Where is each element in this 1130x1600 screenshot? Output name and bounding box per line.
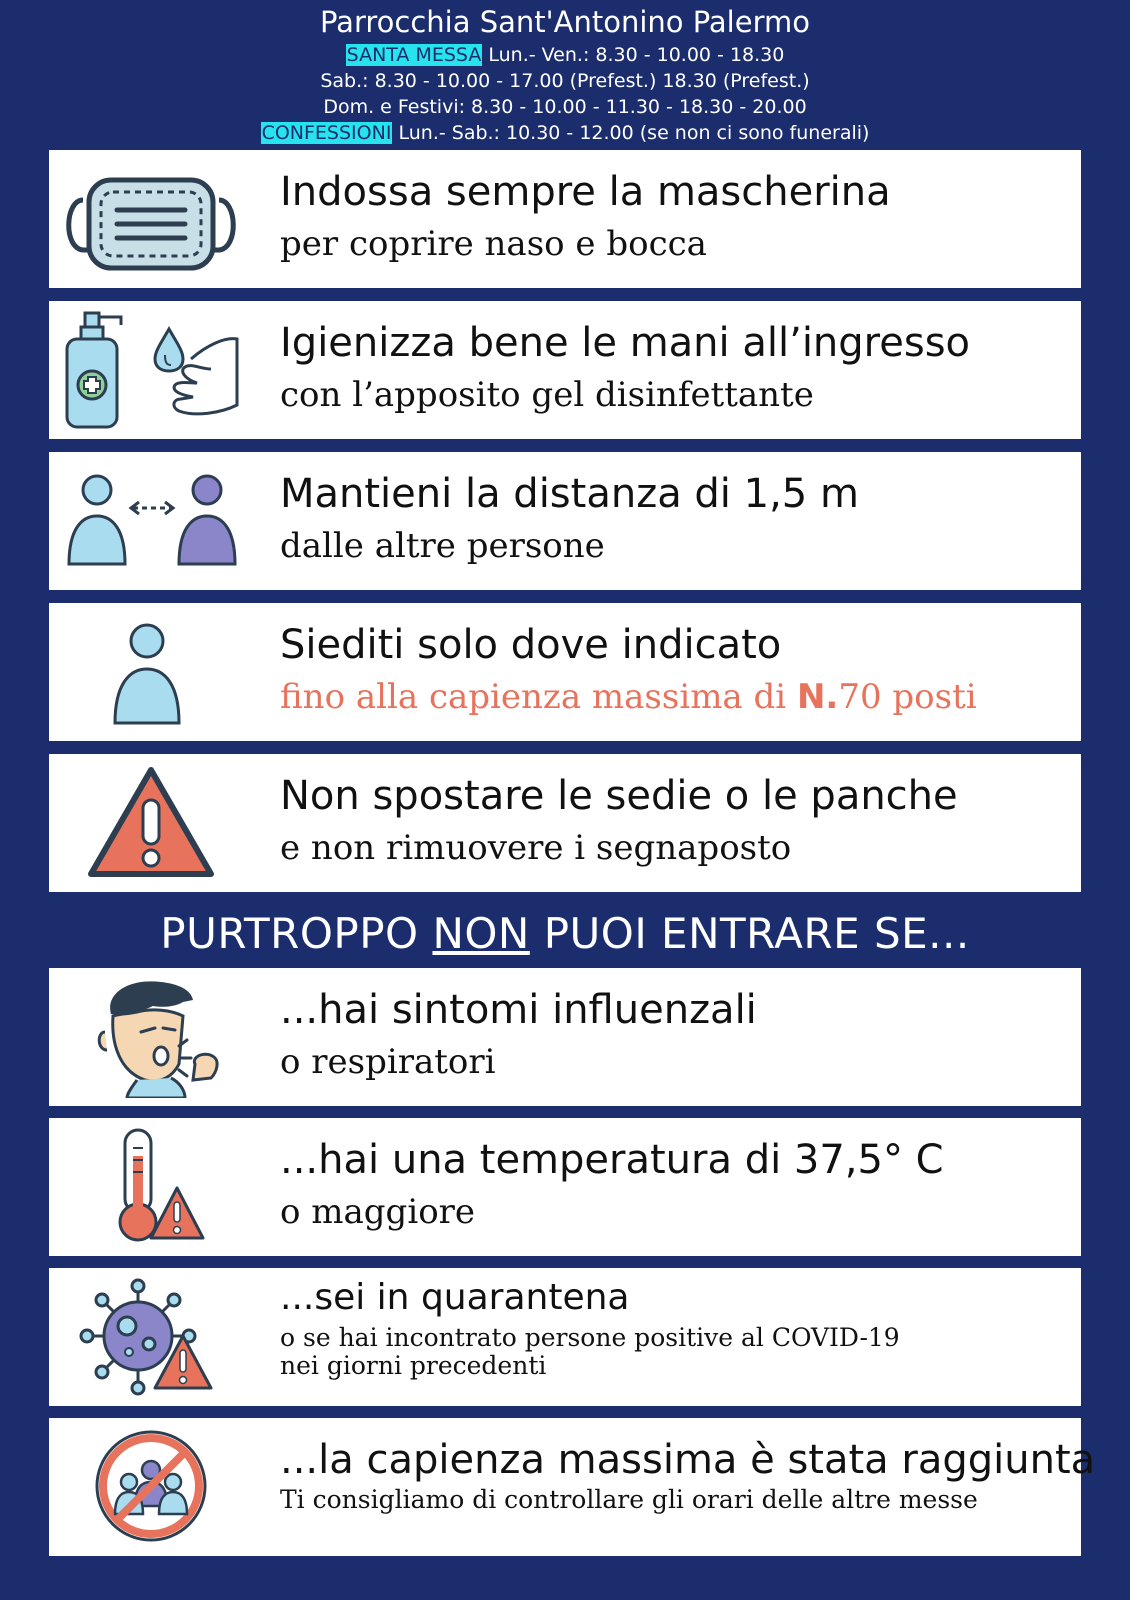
mass-weekdays: Lun.- Ven.: 8.30 - 10.00 - 18.30	[488, 44, 785, 66]
condition-card-symptoms	[49, 968, 1081, 1106]
rule-heading: Igienizza bene le mani all’ingresso	[280, 320, 970, 366]
confession-hours: Lun.- Sab.: 10.30 - 12.00 (se non ci sono funerali)	[398, 122, 870, 144]
condition-heading: ...la capienza massima è stata raggiunta	[280, 1437, 1096, 1483]
rule-card-chairs	[49, 754, 1081, 892]
confession-label: CONFESSIONI	[261, 122, 392, 144]
rule-heading: Indossa sempre la mascherina	[280, 169, 891, 215]
hand-sanitizer-icon	[61, 309, 241, 431]
mass-saturday: Sab.: 8.30 - 10.00 - 17.00 (Prefest.) 18.30 (Prefest.)	[320, 70, 810, 92]
rule-subtext	[280, 675, 977, 719]
capacity-value: 70 posti	[838, 677, 977, 717]
section-title-underlined: NON	[432, 909, 530, 958]
warning-icon	[61, 762, 241, 884]
mass-label: SANTA MESSA	[346, 44, 482, 66]
rule-subtext: dalle altre persone	[280, 526, 605, 566]
rule-card-seat	[49, 603, 1081, 741]
condition-subtext-line2: nei giorni precedenti	[280, 1351, 547, 1380]
rule-heading: Siediti solo dove indicato	[280, 622, 782, 668]
rule-card-sanitizer	[49, 301, 1081, 439]
rule-subtext: con l’apposito gel disinfettante	[280, 375, 814, 415]
capacity-number-prefix: N.	[796, 677, 839, 717]
rule-card-mask	[49, 150, 1081, 288]
rule-heading: Mantieni la distanza di 1,5 m	[280, 471, 859, 517]
rule-card-distance	[49, 452, 1081, 590]
condition-card-temperature	[49, 1118, 1081, 1256]
condition-card-quarantine	[49, 1268, 1081, 1406]
section-title	[0, 906, 1130, 962]
capacity-text: fino alla capienza massima di	[280, 677, 797, 717]
section-title-post: PUOI ENTRARE SE...	[529, 909, 970, 958]
thermometer-icon	[61, 1126, 241, 1248]
condition-subtext: o maggiore	[280, 1192, 476, 1232]
person-icon	[61, 611, 241, 733]
mask-icon	[61, 158, 241, 280]
condition-subtext: o respiratori	[280, 1042, 496, 1082]
mass-weekdays-line	[0, 42, 1130, 68]
no-crowd-icon	[61, 1426, 241, 1548]
mass-sunday: Dom. e Festivi: 8.30 - 10.00 - 11.30 - 18.30 - 20.00	[323, 96, 807, 118]
header	[0, 0, 1130, 146]
coughing-person-icon	[61, 976, 241, 1098]
confession-line	[0, 120, 1130, 146]
rule-heading: Non spostare le sedie o le panche	[280, 773, 958, 819]
condition-subtext	[280, 1324, 900, 1380]
rule-subtext: e non rimuovere i segnaposto	[280, 828, 792, 868]
condition-heading: ...hai sintomi influenzali	[280, 987, 757, 1033]
rule-subtext: per coprire naso e bocca	[280, 224, 707, 264]
section-title-pre: PURTROPPO	[160, 909, 433, 958]
condition-heading: ...hai una temperatura di 37,5° C	[280, 1137, 944, 1183]
condition-card-capacity	[49, 1418, 1096, 1556]
parish-title: Parrocchia Sant'Antonino Palermo	[320, 5, 810, 39]
condition-heading: ...sei in quarantena	[280, 1277, 630, 1318]
distance-icon	[61, 460, 241, 582]
virus-icon	[61, 1276, 241, 1398]
condition-subtext-line1: o se hai incontrato persone positive al COVID-19	[280, 1323, 900, 1352]
condition-subtext: Ti consigliamo di controllare gli orari delle altre messe	[280, 1485, 978, 1514]
